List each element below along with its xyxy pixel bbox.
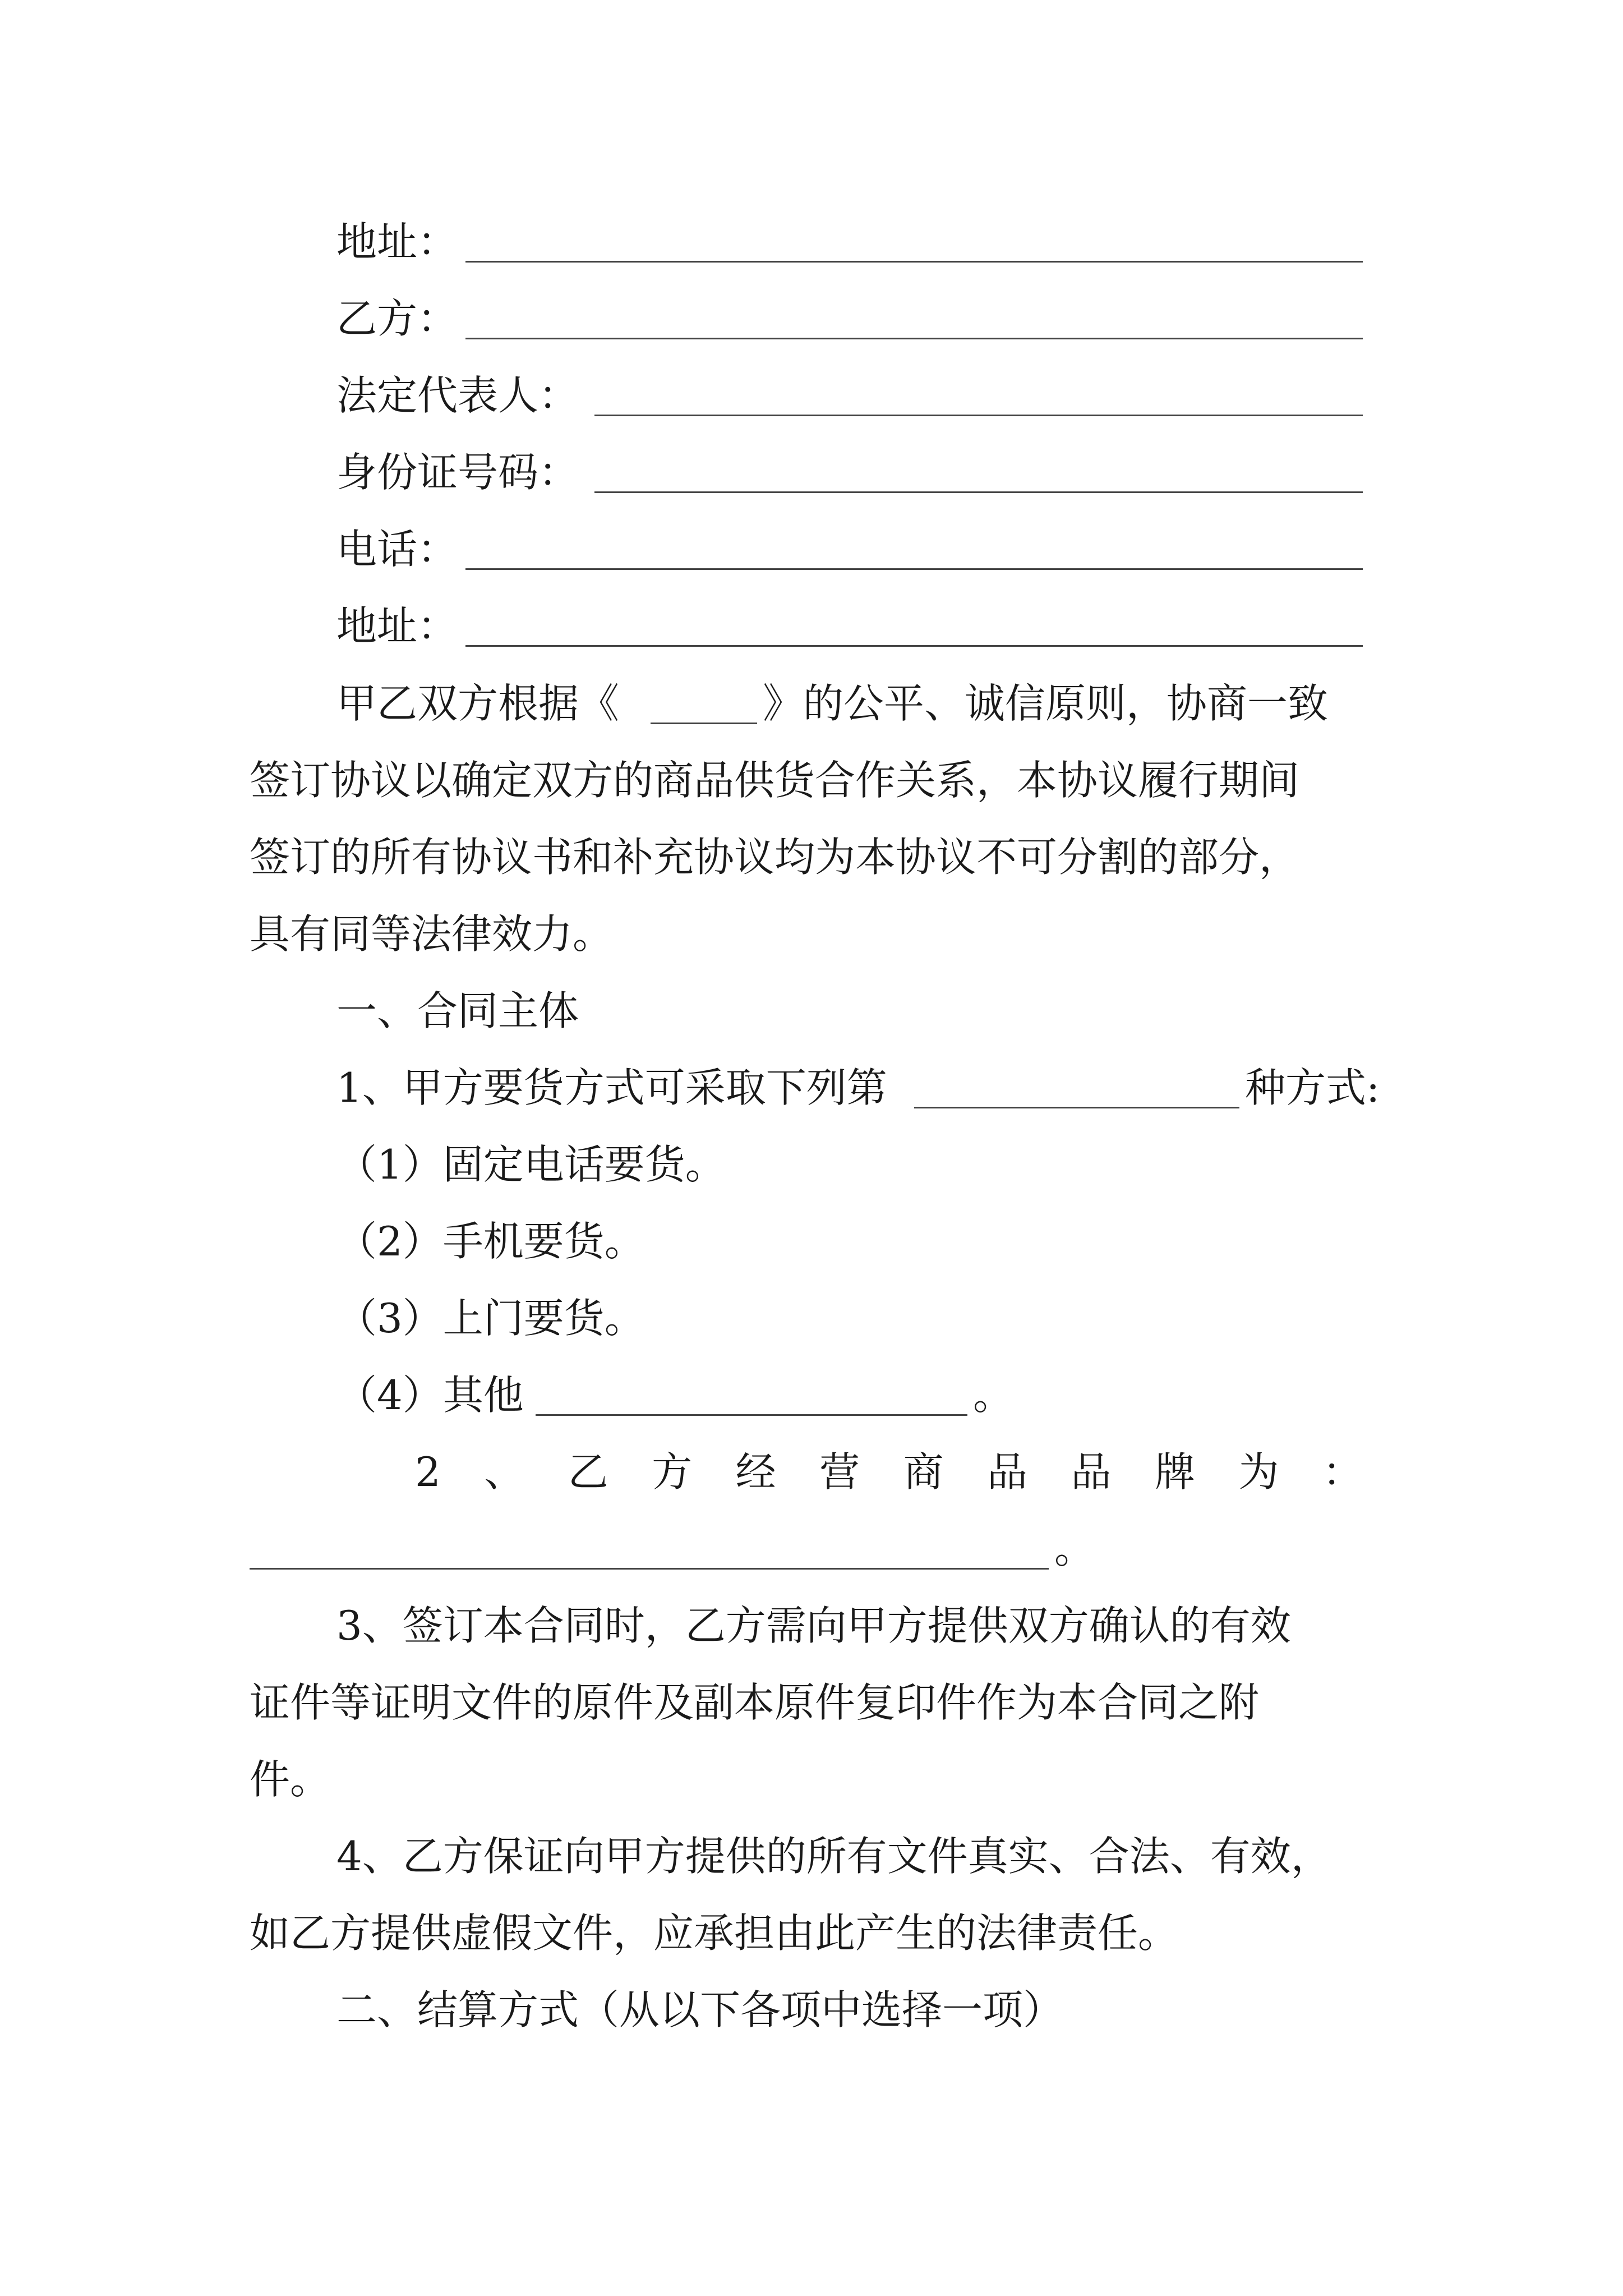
preamble-line4: 具有同等法律效力。 <box>250 910 614 958</box>
option-2: （2）手机要货。 <box>336 1218 645 1265</box>
law-name-blank[interactable] <box>651 723 757 724</box>
party-a-address-blank[interactable] <box>465 261 1363 263</box>
preamble-line1-a: 甲乙双方根据《 <box>336 680 620 727</box>
item2-char: 牌 <box>1155 1448 1196 1496</box>
item2-char: 、 <box>484 1448 525 1496</box>
id-number-label: 身份证号码： <box>336 449 579 496</box>
option-4-a: （4）其他 <box>336 1372 524 1419</box>
brand-blank[interactable] <box>250 1568 1049 1570</box>
option-3: （3）上门要货。 <box>336 1295 645 1342</box>
option-4-b: 。 <box>973 1372 1014 1419</box>
item2-char: 品 <box>1071 1448 1112 1496</box>
item2-char: 商 <box>903 1448 944 1496</box>
item1-text-b: 种方式: <box>1245 1064 1380 1111</box>
legal-rep-label: 法定代表人： <box>336 372 579 419</box>
section2-heading: 二、结算方式（从以下各项中选择一项） <box>336 1986 1064 2033</box>
party-b-address-blank[interactable] <box>465 645 1363 647</box>
preamble-line3: 签订的所有协议书和补充协议均为本协议不可分割的部分， <box>250 834 1300 881</box>
legal-rep-blank[interactable] <box>594 415 1363 416</box>
party-b-blank[interactable] <box>465 338 1363 339</box>
section1-heading: 一、合同主体 <box>336 987 579 1034</box>
item2-char: 品 <box>987 1448 1028 1496</box>
party-b-label: 乙方： <box>336 295 458 342</box>
id-number-blank[interactable] <box>594 491 1363 493</box>
phone-blank[interactable] <box>465 568 1363 570</box>
item2-char: 营 <box>819 1448 860 1496</box>
item2-char: ： <box>1322 1448 1363 1496</box>
item2-text <box>415 1448 1363 1496</box>
preamble-line2: 签订协议以确定双方的商品供货合作关系，本协议履行期间 <box>250 757 1300 804</box>
party-a-address-label: 地址： <box>336 218 458 265</box>
item1-text-a: 1、甲方要货方式可采取下列第 <box>336 1064 887 1111</box>
item2-char: 为 <box>1238 1448 1279 1496</box>
preamble-line1-b: 》的公平、诚信原则，协商一致 <box>763 680 1329 727</box>
item3-line1: 3、签订本合同时，乙方需向甲方提供双方确认的有效 <box>336 1602 1291 1649</box>
item2-char: 乙 <box>568 1448 608 1496</box>
item2-char: 方 <box>652 1448 693 1496</box>
item2-char: 2 <box>415 1448 441 1496</box>
item3-line2: 证件等证明文件的原件及副本原件复印件作为本合同之附 <box>250 1679 1260 1726</box>
item3-line3: 件。 <box>250 1756 331 1803</box>
item4-line2: 如乙方提供虚假文件，应承担由此产生的法律责任。 <box>250 1910 1179 1957</box>
item2-char: 经 <box>735 1448 776 1496</box>
item4-line1: 4、乙方保证向甲方提供的所有文件真实、合法、有效， <box>336 1833 1331 1880</box>
order-method-blank[interactable] <box>914 1107 1239 1108</box>
other-method-blank[interactable] <box>536 1414 967 1416</box>
phone-label: 电话： <box>336 526 458 573</box>
party-b-address-label: 地址： <box>336 602 458 650</box>
item2-end: 。 <box>1054 1525 1095 1572</box>
option-1: （1）固定电话要货。 <box>336 1141 726 1188</box>
